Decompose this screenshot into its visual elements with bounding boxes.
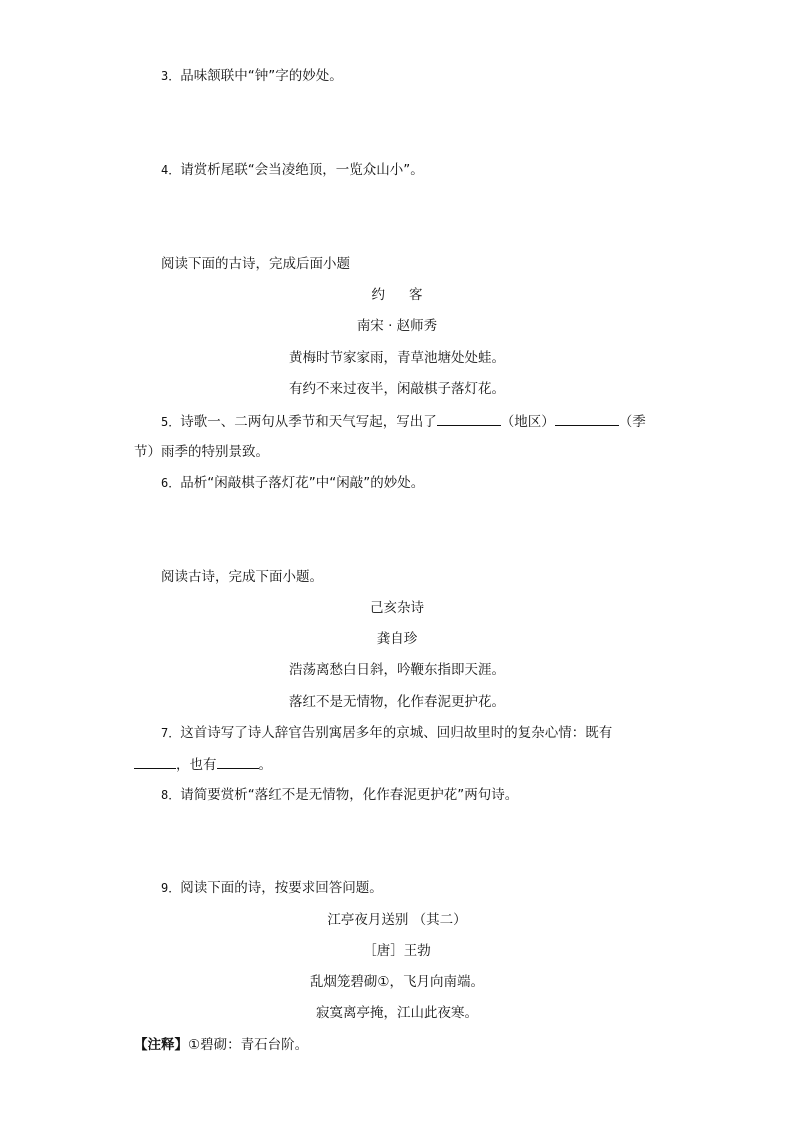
question-9: [161, 878, 383, 898]
question-number: 4．: [161, 163, 181, 177]
question-number: 3．: [161, 69, 181, 83]
poem-line: 黄梅时节家家雨，青草池塘处处蛙。: [289, 350, 505, 366]
question-number: 7．: [161, 726, 181, 740]
answer-blank[interactable]: [134, 754, 176, 769]
section-intro: 阅读古诗，完成下面小题。: [161, 569, 323, 585]
poem-title: 己亥杂诗: [370, 600, 424, 616]
question-number: 8．: [161, 788, 181, 802]
question-7-continued: ，也有 。: [134, 754, 272, 775]
question-number: 6．: [161, 476, 181, 490]
question-5-continued: 节）雨季的特别景致。: [134, 444, 269, 460]
question-text: 阅读下面的诗，按要求回答问题。: [180, 880, 383, 896]
question-6: [161, 473, 424, 493]
annotation-label: 【注释】: [134, 1037, 188, 1053]
question-number: 5．: [161, 415, 181, 429]
poem-title: 约 客: [371, 287, 423, 303]
poem-line: 浩荡离愁白日斜，吟鞭东指即天涯。: [289, 662, 505, 678]
poem-line: 寂寞离亭掩，江山此夜寒。: [316, 1005, 478, 1021]
poem-author: ［唐］王勃: [363, 943, 431, 959]
question-text: 品味颔联中“钟”字的妙处。: [180, 68, 343, 84]
poem-author: 龚自珍: [376, 631, 418, 647]
question-text: 请赏析尾联“会当凌绝顶，一览众山小”。: [180, 162, 424, 178]
annotation: [134, 1035, 308, 1055]
poem-line: 落红不是无情物，化作春泥更护花。: [289, 694, 505, 710]
question-4: [161, 160, 424, 180]
question-5: 5．诗歌一、二两句从季节和天气写起，写出了 （地区） （季: [161, 411, 646, 432]
question-text: 品析“闲敲棋子落灯花”中“闲敲”的妙处。: [180, 475, 425, 491]
question-8: [161, 785, 518, 805]
question-7: 7．这首诗写了诗人辞官告别寓居多年的京城、回归故里时的复杂心情：既有: [161, 725, 613, 741]
question-number: 9．: [161, 881, 181, 895]
poem-line: 乱烟笼碧砌①，飞月向南端。: [309, 974, 485, 990]
answer-blank[interactable]: [437, 411, 501, 426]
poem-line: 有约不来过夜半，闲敲棋子落灯花。: [289, 381, 505, 397]
poem-author: 南宋 · 赵师秀: [356, 318, 438, 334]
question-3: [161, 66, 343, 86]
question-text: 请简要赏析“落红不是无情物，化作春泥更护花”两句诗。: [180, 787, 519, 803]
poem-title: 江亭夜月送别 （其二）: [327, 912, 467, 928]
answer-blank[interactable]: [555, 411, 619, 426]
answer-blank[interactable]: [217, 754, 259, 769]
section-intro: 阅读下面的古诗，完成后面小题: [161, 256, 350, 272]
annotation-text: ①碧砌：青石台阶。: [188, 1037, 309, 1053]
